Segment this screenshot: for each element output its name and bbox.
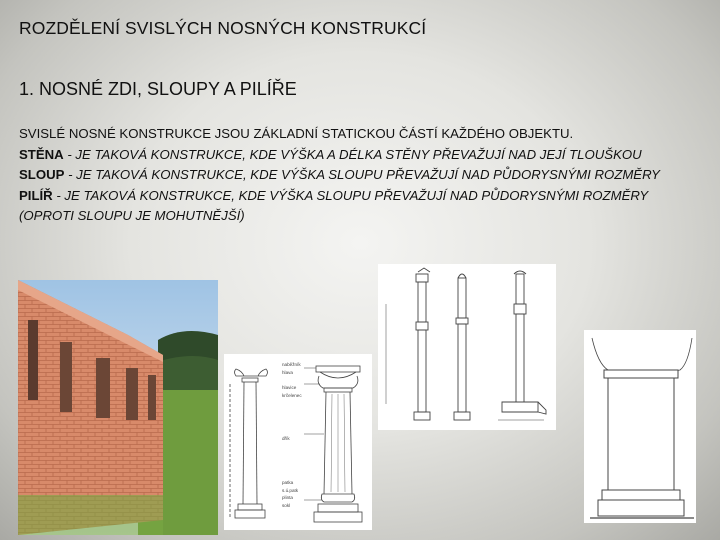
definition-pillar xyxy=(19,186,699,227)
column-label: sokl xyxy=(282,502,291,508)
intro-text: SVISLÉ NOSNÉ KONSTRUKCE JSOU ZÁKLADNÍ STATICKOU ČÁSTÍ KAŽDÉHO OBJEKTU. xyxy=(19,126,574,141)
slide-title: ROZDĚLENÍ SVISLÝCH NOSNÝCH KONSTRUKCÍ xyxy=(19,18,427,38)
definition-text: - JE TAKOVÁ KONSTRUKCE, KDE VÝŠKA A DÉLKA STĚNY PŘEVAŽUJÍ NAD JEJÍ TLOUŠKOU xyxy=(63,146,642,162)
definition-term: SLOUP xyxy=(19,167,65,182)
column-label: krčelenec xyxy=(282,392,302,398)
column-label: dřík xyxy=(282,436,290,442)
slide-body xyxy=(19,124,699,227)
definition-term: PILÍŘ xyxy=(19,187,53,203)
column-label: naběžník xyxy=(282,362,301,367)
column-label: plinta xyxy=(282,495,293,501)
column-label: hlavice xyxy=(282,385,297,391)
brick-wall-photo xyxy=(18,280,218,535)
column-label: hlava xyxy=(282,369,293,375)
definition-term: STĚNA xyxy=(19,146,64,162)
definition-text: - JE TAKOVÁ KONSTRUKCE, KDE VÝŠKA SLOUPU PŘEVAŽUJÍ NAD PŮDORYSNÝMI ROZMĚRY (OPROTI SLOUPU JE MOHUTNĚJŠÍ) xyxy=(19,187,648,223)
column-labels xyxy=(282,361,308,509)
steel-columns-drawing xyxy=(378,264,556,430)
definition-text: - JE TAKOVÁ KONSTRUKCE, KDE VÝŠKA SLOUPU PŘEVAŽUJÍ NAD PŮDORYSNÝMI ROZMĚRY xyxy=(64,167,660,182)
column-label: patka xyxy=(282,479,294,485)
definition-column xyxy=(19,165,699,186)
column-drawing xyxy=(224,354,372,530)
pillar-drawing xyxy=(584,330,696,523)
column-label: s.ú.patk xyxy=(282,487,299,493)
slide-subtitle: 1. NOSNÉ ZDI, SLOUPY A PILÍŘE xyxy=(19,79,297,99)
definition-wall xyxy=(19,145,699,166)
